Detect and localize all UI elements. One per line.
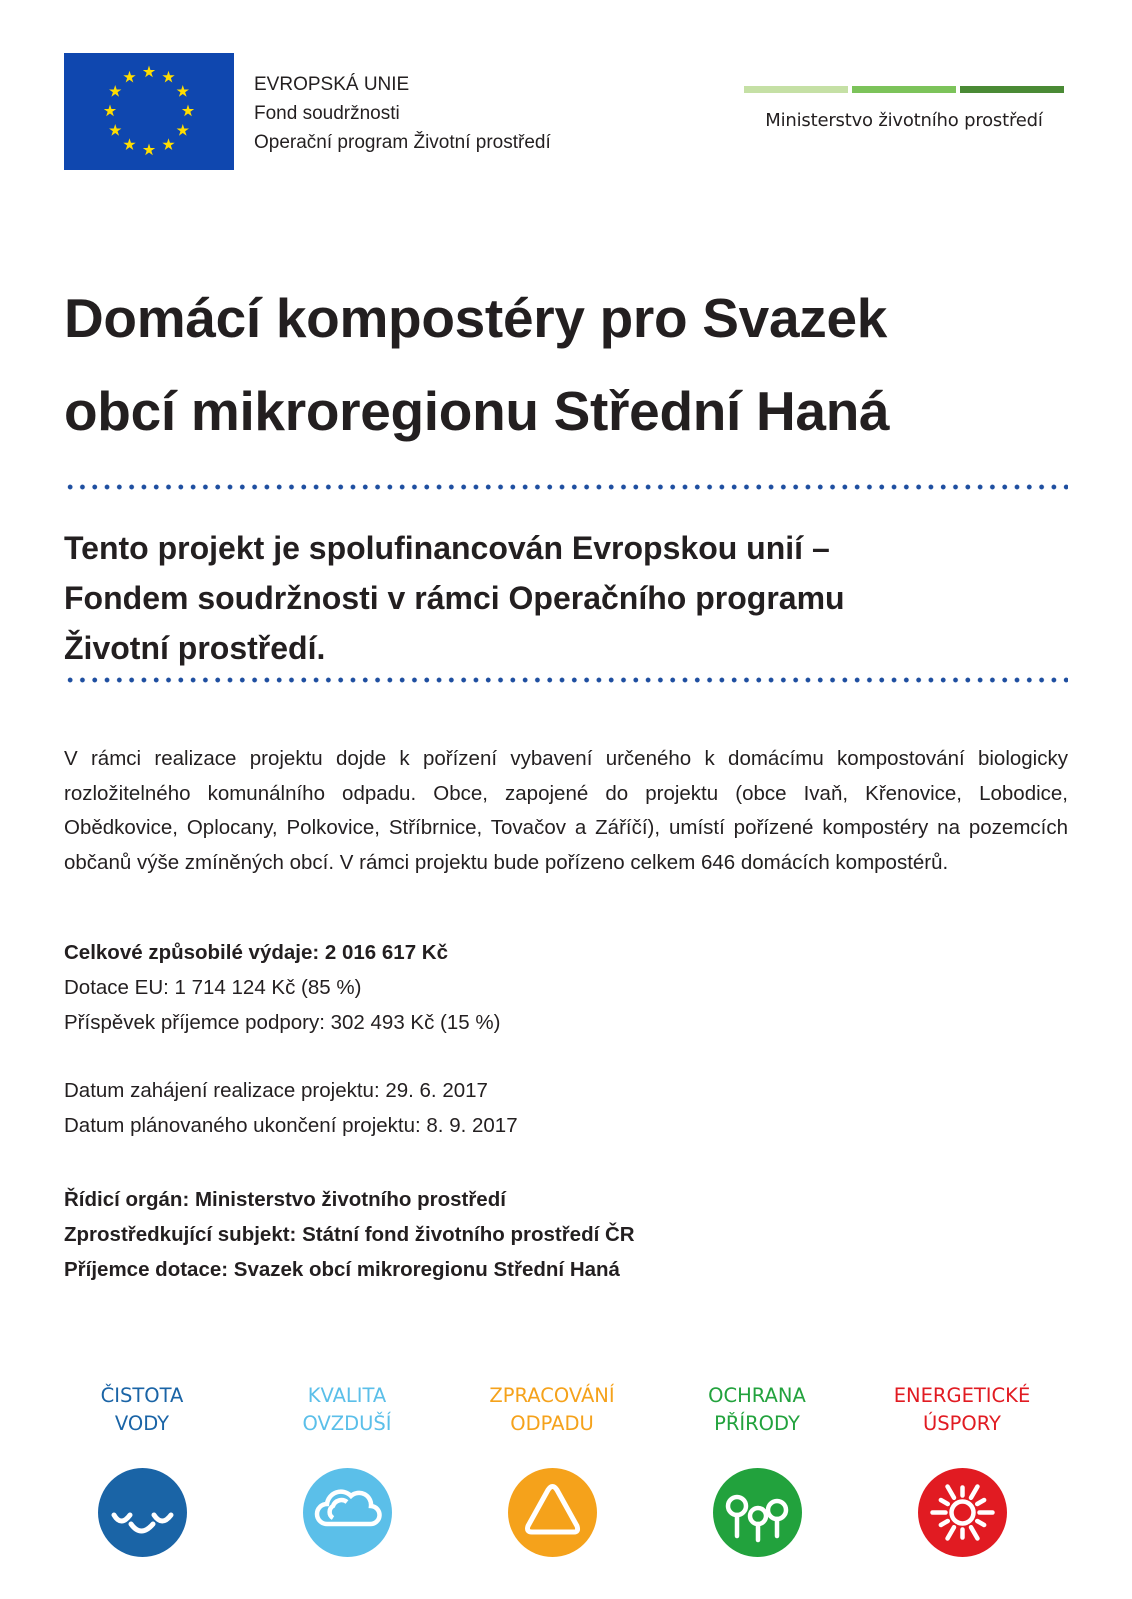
eu-star (182, 105, 194, 117)
theme-air-label (262, 1382, 432, 1438)
eu-star (177, 85, 189, 97)
ministry-bar-dark (960, 86, 1064, 93)
dates-block (64, 1073, 518, 1143)
theme-energy (877, 1382, 1047, 1557)
theme-nature-line-1: OCHRANA (708, 1384, 806, 1407)
funding-statement (64, 523, 1074, 673)
eu-line-3: Operační program Životní prostředí (254, 132, 551, 153)
eu-grant: Dotace EU: 1 714 124 Kč (85 %) (64, 976, 362, 999)
eu-flag-logo (64, 53, 234, 170)
theme-energy-line-1: ENERGETICKÉ (893, 1384, 1031, 1407)
theme-energy-line-2: ÚSPORY (923, 1412, 1001, 1435)
sun-ray (977, 1521, 984, 1525)
sun-ray (971, 1527, 978, 1538)
water-icon (98, 1468, 187, 1557)
eu-program-text (254, 70, 551, 157)
eu-line-2: Fond soudržnosti (254, 103, 400, 124)
theme-waste-line-1: ZPRACOVÁNÍ (489, 1384, 615, 1407)
recycle-triangle-icon (508, 1468, 597, 1557)
end-date: Datum plánovaného ukončení projektu: 8. 9. 2017 (64, 1114, 518, 1137)
eu-line-1: EVROPSKÁ UNIE (254, 74, 410, 95)
eu-star (123, 71, 135, 83)
subtitle-line-3: Životní prostředí. (64, 630, 326, 666)
eu-star (109, 85, 121, 97)
eu-star (143, 66, 155, 78)
intermediate-body: Zprostředkující subjekt: Státní fond životního prostředí ČR (64, 1223, 635, 1246)
subtitle-line-1: Tento projekt je spolufinancován Evropskou unií – (64, 530, 830, 566)
sun-ray (977, 1500, 984, 1504)
theme-waste-line-2: ODPADU (510, 1412, 594, 1435)
dotted-divider-top (64, 484, 1068, 490)
theme-water-label (57, 1382, 227, 1438)
ministry-bar-light (744, 86, 848, 93)
priority-themes (64, 1382, 1068, 1582)
theme-nature-label (672, 1382, 842, 1438)
theme-nature (672, 1382, 842, 1557)
eu-star (162, 71, 174, 83)
eu-stars-icon (64, 53, 234, 170)
eu-star (143, 144, 155, 156)
eu-star (162, 138, 174, 150)
sun-ray (947, 1527, 954, 1538)
eu-star (177, 124, 189, 136)
theme-water-line-1: ČISTOTA (100, 1384, 184, 1407)
project-description: V rámci realizace projektu dojde k pořízení vybavení určeného k domácímu kompostování biologicky rozložitelného komunálního odpadu. Obce, zapojené do projektu (obce Ivaň, Křenovice, Lobodice, Obědkovice, Oplocany, Polkovice, Stříbrnice, Tovačov a Záříčí), umístí pořízené kompostéry na pozemcích občanů výše zmíněných obcí. V rámci projektu bude pořízeno celkem 646 domácích kompostérů. (64, 747, 1068, 874)
sun-ray (940, 1521, 947, 1525)
subtitle-line-2: Fondem soudržnosti v rámci Operačního programu (64, 580, 845, 616)
trees-icon (713, 1468, 802, 1557)
start-date: Datum zahájení realizace projektu: 29. 6. 2017 (64, 1079, 488, 1102)
sun-ray (947, 1487, 954, 1498)
ministry-bar-mid (852, 86, 956, 93)
theme-air-line-2: OVZDUŠÍ (302, 1412, 392, 1435)
managing-authority: Řídicí orgán: Ministerstvo životního prostředí (64, 1188, 506, 1211)
page-title (64, 272, 1074, 458)
theme-nature-line-2: PŘÍRODY (714, 1412, 800, 1435)
recipient-contribution: Příspěvek příjemce podpory: 302 493 Kč (15 %) (64, 1011, 501, 1034)
dotted-divider-bottom (64, 677, 1068, 683)
theme-air (262, 1382, 432, 1557)
theme-energy-label (877, 1382, 1047, 1438)
theme-air-line-1: KVALITA (307, 1384, 387, 1407)
bodies-block (64, 1182, 635, 1287)
grant-recipient: Příjemce dotace: Svazek obcí mikroregionu Střední Haná (64, 1258, 620, 1281)
eu-star (123, 138, 135, 150)
ministry-logo (744, 86, 1064, 131)
finance-block (64, 935, 500, 1040)
total-expenses: Celkové způsobilé výdaje: 2 016 617 Kč (64, 941, 448, 964)
cloud-icon (303, 1468, 392, 1557)
sun-icon (918, 1468, 1007, 1557)
eu-star (109, 124, 121, 136)
theme-water-line-2: VODY (114, 1412, 170, 1435)
theme-waste (467, 1382, 637, 1557)
theme-waste-label (467, 1382, 637, 1438)
sun-ray (971, 1487, 978, 1498)
title-line-1: Domácí kompostéry pro Svazek (64, 287, 888, 349)
eu-star (104, 105, 116, 117)
title-line-2: obcí mikroregionu Střední Haná (64, 380, 890, 442)
theme-water (57, 1382, 227, 1557)
ministry-name: Ministerstvo životního prostředí (765, 110, 1043, 131)
sun-ray (940, 1500, 947, 1504)
ministry-color-bars (744, 86, 1064, 93)
